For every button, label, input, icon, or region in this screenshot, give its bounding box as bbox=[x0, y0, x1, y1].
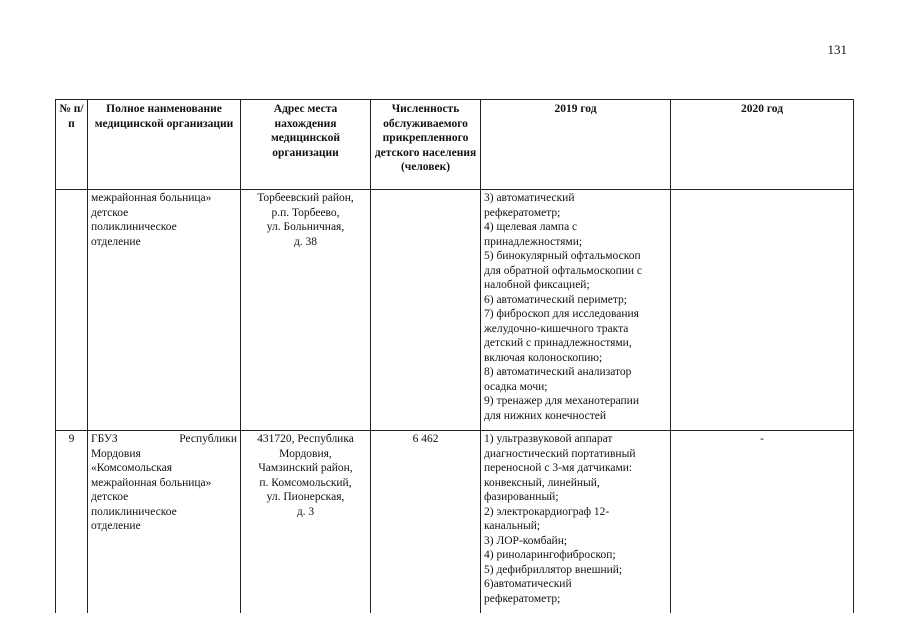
equipment-line: желудочно-кишечного тракта bbox=[484, 322, 629, 335]
equipment-line: канальный; bbox=[484, 520, 541, 532]
address-line: Чамзинский район, bbox=[258, 462, 353, 474]
equipment-line: 4) щелевая лампа с bbox=[484, 221, 578, 233]
header-num: № п/п bbox=[56, 100, 88, 190]
equipment-line: принадлежностями; bbox=[484, 235, 583, 248]
equipment-line: 9) тренажер для механотерапии bbox=[484, 395, 639, 407]
equipment-line: включая колоноскопию; bbox=[484, 351, 603, 364]
org-name-cell bbox=[88, 190, 241, 431]
equipment-line: детский с принадлежностями, bbox=[484, 337, 632, 349]
org-name-line: межрайонная больница» bbox=[91, 476, 212, 489]
equipment-line: 3) ЛОР-комбайн; bbox=[484, 534, 568, 547]
equipment-line: диагностический портативный bbox=[484, 447, 636, 460]
table-row bbox=[56, 190, 854, 431]
org-name-word: Республики bbox=[179, 433, 237, 445]
address-line: д. 3 bbox=[296, 505, 315, 518]
equipment-line: 3) автоматический bbox=[484, 192, 575, 204]
address-line: д. 38 bbox=[293, 235, 318, 248]
org-name-line: детское bbox=[91, 206, 129, 219]
org-name-first-line bbox=[91, 432, 237, 447]
table-row bbox=[56, 431, 854, 614]
header-population: Численность обслуживаемого прикрепленного детского населения (человек) bbox=[371, 100, 481, 190]
equipment-line: для обратной офтальмоскопии с bbox=[484, 264, 643, 277]
equipment-line: переносной с 3-мя датчиками: bbox=[484, 462, 633, 474]
row-num bbox=[56, 190, 88, 431]
org-name-line: «Комсомольская bbox=[91, 462, 173, 474]
equipment-line: 4) риноларингофиброскоп; bbox=[484, 549, 616, 561]
address-line: Мордовия, bbox=[279, 447, 332, 460]
equipment-line: 6) автоматический периметр; bbox=[484, 293, 627, 306]
header-address: Адрес места нахождения медицинской организации bbox=[241, 100, 371, 190]
org-name-line: межрайонная больница» bbox=[91, 192, 212, 204]
address-line: п. Комсомольский, bbox=[259, 476, 352, 489]
org-name-line: детское bbox=[91, 491, 129, 503]
address-line: ул. Больничная, bbox=[266, 221, 345, 233]
address-cell bbox=[241, 431, 371, 614]
equipment-2020-cell: - bbox=[671, 431, 854, 614]
equipment-line: 5) бинокулярный офтальмоскоп bbox=[484, 250, 641, 262]
equipment-line: рефкератометр; bbox=[484, 592, 561, 605]
equipment-line: налобной фиксацией; bbox=[484, 279, 590, 291]
equipment-line: 7) фиброскоп для исследования bbox=[484, 308, 639, 320]
equipment-table bbox=[55, 99, 854, 613]
equipment-line: осадка мочи; bbox=[484, 380, 548, 393]
address-line: Торбеевский район, bbox=[257, 192, 354, 204]
population-cell bbox=[371, 190, 481, 431]
equipment-line: 8) автоматический анализатор bbox=[484, 366, 632, 378]
equipment-line: фазированный; bbox=[484, 491, 559, 503]
header-2019: 2019 год bbox=[481, 100, 671, 190]
equipment-line: 2) электрокардиограф 12- bbox=[484, 505, 610, 518]
address-line: ул. Пионерская, bbox=[266, 491, 345, 503]
population-cell: 6 462 bbox=[371, 431, 481, 614]
address-line: р.п. Торбеево, bbox=[271, 206, 340, 219]
equipment-line: 5) дефибриллятор внешний; bbox=[484, 563, 623, 576]
org-name-line: отделение bbox=[91, 520, 141, 532]
header-2020: 2020 год bbox=[671, 100, 854, 190]
equipment-line: 1) ультразвуковой аппарат bbox=[484, 433, 613, 445]
equipment-2019-cell bbox=[481, 431, 671, 614]
equipment-line: конвексный, линейный, bbox=[484, 476, 600, 489]
org-name-word: ГБУЗ bbox=[91, 433, 118, 445]
org-name-cell bbox=[88, 431, 241, 614]
page-number: 131 bbox=[827, 42, 847, 57]
equipment-line: для нижних конечностей bbox=[484, 409, 607, 422]
header-name: Полное наименование медицинской организации bbox=[88, 100, 241, 190]
row-num: 9 bbox=[56, 431, 88, 614]
equipment-2019-cell bbox=[481, 190, 671, 431]
address-cell bbox=[241, 190, 371, 431]
equipment-line: рефкератометр; bbox=[484, 206, 561, 219]
equipment-line: 6)автоматический bbox=[484, 578, 572, 590]
table-header-row bbox=[56, 100, 854, 190]
address-line: 431720, Республика bbox=[257, 433, 354, 445]
equipment-2020-cell bbox=[671, 190, 854, 431]
org-name-line: поликлиническое bbox=[91, 221, 177, 233]
org-name-line: Мордовия bbox=[91, 447, 141, 460]
org-name-line: поликлиническое bbox=[91, 505, 177, 518]
org-name-line: отделение bbox=[91, 235, 141, 248]
